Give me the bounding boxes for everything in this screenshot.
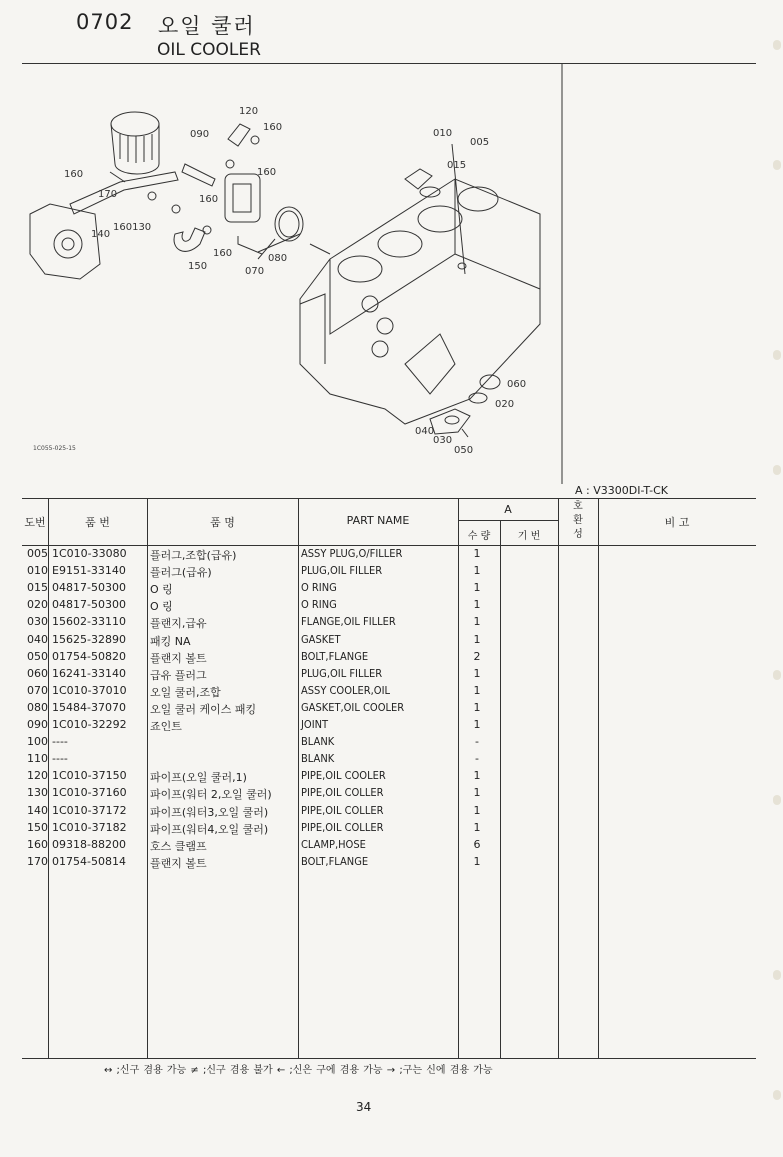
header-remarks: 비 고 — [664, 516, 690, 529]
callout-label: 160 — [263, 122, 283, 133]
quantity-cell: 1 — [473, 564, 481, 578]
binder-mark — [773, 970, 781, 980]
quantity-cell: 1 — [473, 854, 481, 868]
drawing-no-cell: 160 — [27, 837, 48, 851]
part-name-cell: PIPE,OIL COLLER — [301, 786, 384, 800]
korean-name-cell: 급유 플러그 — [150, 668, 207, 682]
part-number-cell: 16241-33140 — [52, 666, 126, 680]
table-row — [0, 684, 783, 701]
part-number-cell: 1C010-37172 — [52, 803, 127, 817]
header-part-name: PART NAME — [346, 514, 410, 527]
part-name-cell: PIPE,OIL COOLER — [301, 769, 386, 783]
callout-label: 030 — [433, 435, 453, 446]
drawing-no-cell: 100 — [27, 735, 48, 749]
drawing-no-cell: 070 — [27, 683, 48, 697]
header-quantity: 수 량 — [467, 531, 491, 542]
binder-mark — [773, 795, 781, 805]
callout-label: 160 — [257, 167, 277, 178]
part-name-cell: FLANGE,OIL FILLER — [301, 615, 396, 629]
quantity-cell: 1 — [473, 632, 481, 646]
binder-mark — [773, 670, 781, 680]
table-row — [0, 735, 783, 752]
quantity-cell: 1 — [473, 718, 481, 731]
callout-label: 015 — [447, 160, 467, 171]
quantity-cell: 1 — [473, 803, 481, 817]
korean-name-cell: 패킹 NA — [150, 634, 191, 648]
drawing-no-cell: 020 — [27, 598, 48, 612]
korean-name-cell: 오일 쿨러,조합 — [150, 685, 221, 699]
quantity-cell: 1 — [473, 615, 481, 629]
drawing-no-cell: 170 — [27, 854, 48, 868]
binder-mark — [773, 40, 781, 50]
callout-label: 060 — [507, 379, 527, 390]
quantity-cell: - — [475, 735, 479, 749]
callout-label: 050 — [454, 445, 474, 456]
diagram-callouts — [64, 106, 526, 456]
korean-name-cell: 파이프(워터3,오일 쿨러) — [150, 805, 269, 819]
callout-label: 010 — [433, 128, 453, 139]
part-name-cell: BOLT,FLANGE — [301, 649, 369, 663]
header-part-number: 품 번 — [85, 516, 110, 529]
part-name-cell: GASKET,OIL COOLER — [301, 700, 405, 714]
korean-name-cell: O 링 — [150, 600, 173, 614]
compatibility-legend: ↔ ;신구 겸용 가능 ≠ ;신구 겸용 불가 ← ;신은 구에 겸용 가능 → ;구는 신에 겸용 가능 — [104, 1065, 493, 1076]
part-number-cell: 1C010-37160 — [52, 786, 127, 800]
section-title-english: OIL COOLER — [157, 40, 261, 60]
korean-name-cell: 플랜지,급유 — [150, 617, 207, 631]
korean-name-cell: 파이프(오일 쿨러,1) — [150, 771, 247, 785]
table-bottom-rule — [22, 1058, 756, 1059]
part-name-cell: BLANK — [301, 752, 335, 766]
part-name-cell: BOLT,FLANGE — [301, 854, 369, 868]
table-top-rule — [22, 498, 756, 499]
header-group-a: A — [504, 503, 512, 516]
callout-label: 070 — [245, 266, 265, 277]
drawing-no-cell: 040 — [27, 632, 48, 646]
table-row — [0, 633, 783, 650]
part-number-cell: 1C010-37010 — [52, 683, 127, 697]
part-number-cell: 15602-33110 — [52, 615, 126, 629]
part-number-cell: 01754-50814 — [52, 854, 126, 868]
binder-mark — [773, 160, 781, 170]
callout-label: 160 — [213, 248, 233, 259]
table-row — [0, 701, 783, 718]
callout-label: 160 — [199, 194, 219, 205]
part-name-cell: O RING — [301, 598, 337, 612]
quantity-cell: 1 — [473, 769, 481, 783]
table-row — [0, 752, 783, 769]
quantity-cell: 1 — [473, 581, 481, 595]
part-number-cell: 1C010-37150 — [52, 769, 127, 783]
drawing-no-cell: 060 — [27, 666, 48, 680]
part-number-cell: E9151-33140 — [52, 564, 126, 578]
callout-label: 005 — [470, 137, 490, 148]
drawing-no-cell: 015 — [27, 581, 48, 595]
section-code: 0702 — [76, 10, 134, 34]
model-reference: A : V3300DI-T-CK — [575, 484, 668, 497]
page-number: 34 — [356, 1100, 372, 1114]
drawing-no-cell: 050 — [27, 649, 48, 663]
drawing-no-cell: 130 — [27, 786, 48, 800]
callout-label: 160130 — [113, 222, 152, 233]
table-row — [0, 547, 783, 564]
part-number-cell: 1C010-33080 — [52, 547, 127, 560]
part-number-cell: 01754-50820 — [52, 649, 126, 663]
korean-name-cell: 플랜지 볼트 — [150, 856, 207, 870]
table-row — [0, 769, 783, 786]
callout-label: 040 — [415, 426, 435, 437]
quantity-cell: 1 — [473, 700, 481, 714]
drawing-no-cell: 120 — [27, 769, 48, 783]
drawing-no-cell: 140 — [27, 803, 48, 817]
table-row — [0, 581, 783, 598]
drawing-no-cell: 005 — [27, 547, 48, 560]
table-row — [0, 821, 783, 838]
part-name-cell: CLAMP,HOSE — [301, 837, 366, 851]
part-number-cell: 1C010-37182 — [52, 820, 127, 834]
part-number-cell: ---- — [52, 735, 68, 749]
korean-name-cell: 플러그(급유) — [150, 566, 212, 580]
header-model-ref: 기 번 — [517, 531, 541, 542]
part-name-cell: PLUG,OIL FILLER — [301, 564, 383, 578]
korean-name-cell: 파이프(워터4,오일 쿨러) — [150, 822, 269, 836]
figure-code: 1C055-025-15 — [33, 445, 76, 452]
korean-name-cell: 플러그,조합(급유) — [150, 549, 237, 562]
binder-mark — [773, 465, 781, 475]
exploded-parts-diagram — [0, 64, 783, 494]
drawing-no-cell: 010 — [27, 564, 48, 578]
quantity-cell: 6 — [473, 837, 481, 851]
section-title-korean: 오일 쿨러 — [158, 14, 256, 38]
table-row — [0, 667, 783, 684]
quantity-cell: 2 — [473, 649, 481, 663]
callout-label: 140 — [91, 229, 111, 240]
header-name-korean: 품 명 — [210, 516, 235, 529]
table-row — [0, 598, 783, 615]
header-compatibility: 호 환 성 — [573, 501, 583, 540]
part-name-cell: PLUG,OIL FILLER — [301, 666, 383, 680]
drawing-no-cell: 080 — [27, 700, 48, 714]
quantity-cell: 1 — [473, 786, 481, 800]
table-row — [0, 838, 783, 855]
part-number-cell: ---- — [52, 752, 68, 766]
table-row — [0, 564, 783, 581]
drawing-no-cell: 090 — [27, 718, 48, 731]
table-header-rule — [22, 545, 756, 546]
quantity-cell: 1 — [473, 666, 481, 680]
engine-block-drawing — [300, 179, 540, 424]
table-row — [0, 718, 783, 735]
callout-label: 090 — [190, 129, 210, 140]
part-number-cell: 15484-37070 — [52, 700, 126, 714]
callout-label: 170 — [98, 189, 118, 200]
drawing-no-cell: 150 — [27, 820, 48, 834]
oil-cooler-assembly-drawing — [30, 112, 500, 437]
korean-name-cell: 오일 쿨러 케이스 패킹 — [150, 702, 257, 716]
table-row — [0, 650, 783, 667]
korean-name-cell: O 링 — [150, 583, 173, 597]
part-name-cell: BLANK — [301, 735, 335, 749]
table-row — [0, 804, 783, 821]
quantity-cell: 1 — [473, 547, 481, 560]
binder-mark — [773, 350, 781, 360]
callout-label: 080 — [268, 253, 288, 264]
part-name-cell: ASSY PLUG,O/FILLER — [301, 547, 403, 560]
korean-name-cell: 죠인트 — [150, 720, 182, 733]
part-number-cell: 04817-50300 — [52, 598, 126, 612]
part-name-cell: JOINT — [301, 718, 329, 731]
part-name-cell: PIPE,OIL COLLER — [301, 803, 384, 817]
quantity-cell: 1 — [473, 820, 481, 834]
binder-mark — [773, 1090, 781, 1100]
table-row — [0, 615, 783, 632]
part-number-cell: 04817-50300 — [52, 581, 126, 595]
callout-label: 120 — [239, 106, 259, 117]
quantity-cell: 1 — [473, 683, 481, 697]
part-number-cell: 15625-32890 — [52, 632, 126, 646]
drawing-no-cell: 030 — [27, 615, 48, 629]
callout-label: 150 — [188, 261, 208, 272]
quantity-cell: - — [475, 752, 479, 766]
korean-name-cell: 파이프(워터 2,오일 쿨러) — [150, 788, 272, 802]
quantity-cell: 1 — [473, 598, 481, 612]
callout-label: 160 — [64, 169, 84, 180]
table-row — [0, 786, 783, 803]
part-name-cell: ASSY COOLER,OIL — [301, 683, 391, 697]
table-row — [0, 855, 783, 872]
header-drawing-no: 도번 — [24, 516, 46, 529]
group-a-divider — [458, 520, 558, 521]
korean-name-cell: 호스 클램프 — [150, 839, 207, 853]
callout-label: 020 — [495, 399, 515, 410]
part-name-cell: PIPE,OIL COLLER — [301, 820, 384, 834]
part-name-cell: O RING — [301, 581, 337, 595]
korean-name-cell: 플랜지 볼트 — [150, 651, 207, 665]
part-number-cell: 1C010-32292 — [52, 718, 127, 731]
part-name-cell: GASKET — [301, 632, 341, 646]
drawing-no-cell: 110 — [27, 752, 48, 766]
part-number-cell: 09318-88200 — [52, 837, 126, 851]
